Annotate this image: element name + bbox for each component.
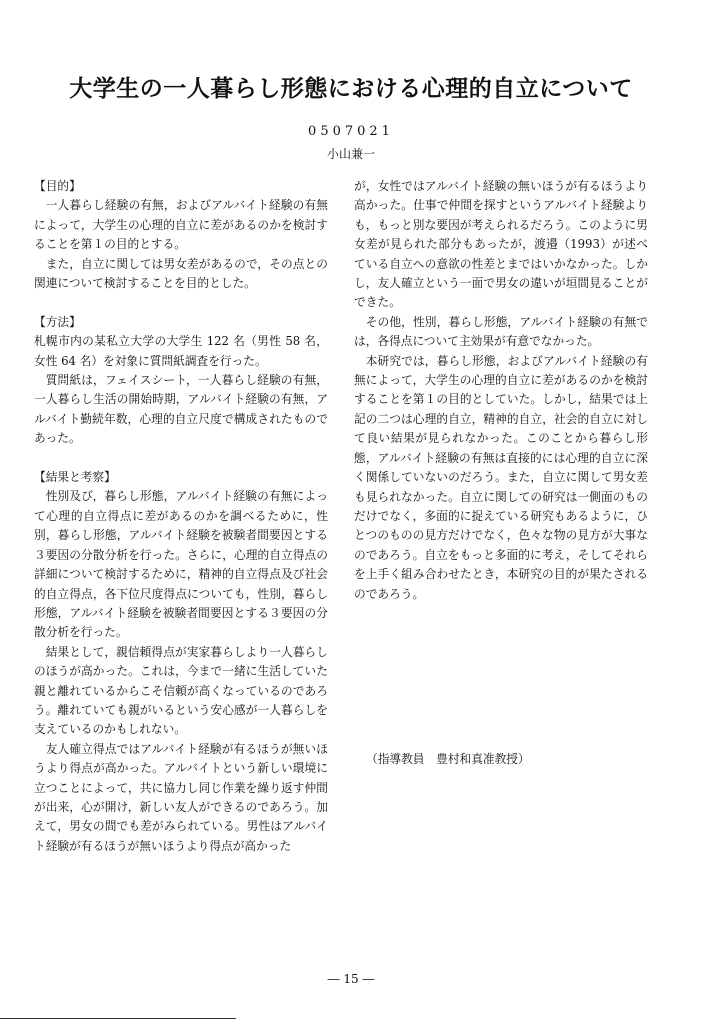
paragraph: また，自立に関しては男女差があるので，その点との関連について検討することを目的とした。 — [34, 256, 328, 291]
paragraph: 一人暮らし経験の有無，およびアルバイト経験の有無によって，大学生の心理的自立に差があるのかを検討することを第１の目的とする。 — [34, 198, 328, 252]
right-column — [354, 177, 648, 604]
left-column — [34, 177, 328, 856]
divider — [0, 1018, 236, 1019]
paragraph: 札幌市内の某私立大学の大学生 122 名（男性 58 名，女性 64 名）を対象に質問紙調査を行った。 — [34, 334, 328, 368]
paragraph: が，女性ではアルバイト経験の無いほうが有るほうより高かった。仕事で仲間を探すというアルバイト経験よりも，もっと別な要因が考えられるだろう。このように男女差が見られた部分もあったが，渡邉（1993）が述べている自立への意欲の性差とまではいかなかった。しかし，友人確立という一面で男女の違いが垣間見ることができた。 — [354, 179, 648, 310]
paragraph: 結果として，親信頼得点が実家暮らしより一人暮らしのほうが高かった。これは，今まで一緒に生活していた親と離れているからこそ信頼が高くなっているのであろう。離れていても親がいるという安心感が一人暮らしを支えているのかもしれない。 — [34, 644, 328, 737]
advisor-credit: （指導教員 豊村和真准教授） — [366, 752, 530, 766]
paragraph: その他，性別，暮らし形態，アルバイト経験の有無では，各得点について主効果が有意でなかった。 — [354, 314, 648, 349]
paragraph: 友人確立得点ではアルバイト経験が有るほうが無いほうより得点が高かった。アルバイトという新しい環境に立つことによって，共に協力し同じ作業を繰り返す仲間が出来，心が開け，新しい友人ができるのであろう。加えて，男女の間でも差がみられている。男性はアルバイト経験が有るほうが無いほうより得点が高かった — [34, 741, 328, 853]
paragraph: 性別及び，暮らし形態，アルバイト経験の有無によって心理的自立得点に差があるのかを調べるために，性別，暮らし形態，アルバイト経験を被験者間要因とする３要因の分散分析を行った。さらに，心理的自立得点の詳細について検討するために，精神的自立得点及び社会的自立得点，各下位尺度得点についても，性別，暮らし形態，アルバイト経験を被験者間要因とする３要因の分散分析を行った。 — [34, 489, 328, 640]
section-heading-purpose: 【目的】 — [34, 179, 81, 193]
paragraph: 本研究では，暮らし形態，およびアルバイト経験の有無によって，大学生の心理的自立に差があるのかを検討することを第１の目的としていた。しかし，結果では上記の二つは心理的自立，精神的自立，社会的自立に対して良い結果が見られなかった。このことから暮らし形態，アルバイト経験の有無は直接的には心理的自立に深く関係していないのだろう。また，自立に関して男女差も見られなかった。自立に関しての研究は一側面のものだけでなく，多面的に捉えている研究もあるように，ひとつのものの見方だけでなく，色々な物の見方が大事なのであろう。自立をもっと多面的に考え，そしてそれらを上手く組み合わせたとき，本研究の目的が果たされるのであろう。 — [354, 353, 648, 601]
page-number: ― 15 ― — [327, 972, 375, 986]
page-title: 大学生の一人暮らし形態における心理的自立について — [69, 76, 633, 102]
section-heading-method: 【方法】 — [34, 314, 81, 329]
section-heading-results: 【結果と考察】 — [34, 470, 116, 485]
student-id: 0507021 — [308, 124, 394, 139]
author-name: 小山兼一 — [326, 147, 375, 161]
spacer — [34, 293, 328, 312]
spacer — [34, 449, 328, 468]
paragraph: 質問紙は，フェイスシート，一人暮らし経験の有無，一人暮らし生活の開始時期，アルバイト経験の有無，アルバイト勤続年数，心理的自立尺度で構成されたものであった。 — [34, 373, 328, 446]
